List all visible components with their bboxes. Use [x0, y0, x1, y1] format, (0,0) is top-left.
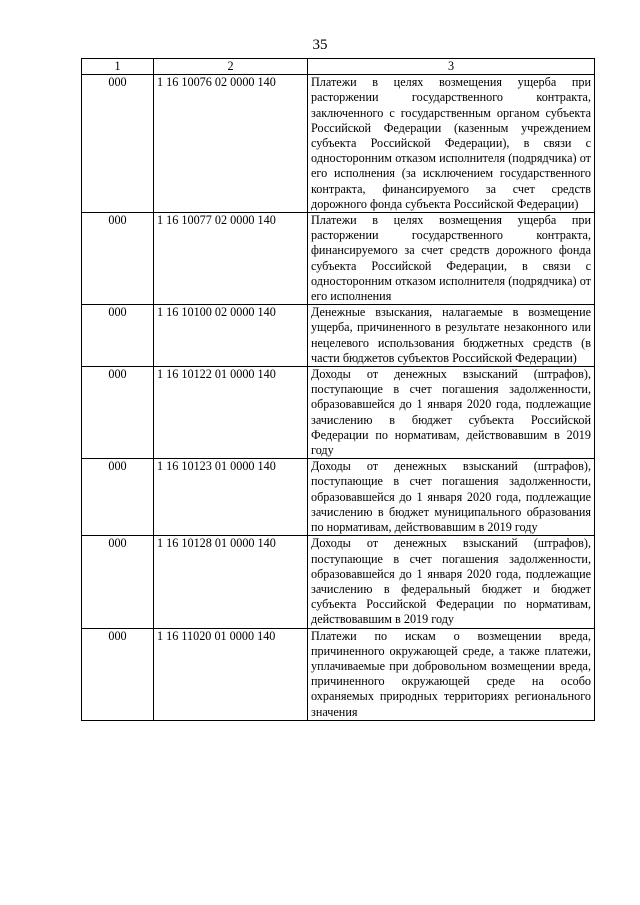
admin-code-cell: 000 [82, 305, 154, 367]
revenue-name-cell: Денежные взыскания, налагаемые в возмещение ущерба, причиненного в результате незаконного или нецелевого использования бюджетных средств (в части бюджетов субъектов Российской Федерации) [308, 305, 595, 367]
column-header-3: 3 [308, 59, 595, 75]
admin-code-cell: 000 [82, 367, 154, 459]
table-row [82, 367, 595, 459]
admin-code-cell: 000 [82, 213, 154, 305]
revenue-name-cell: Доходы от денежных взысканий (штрафов), поступающие в счет погашения задолженности, образовавшейся до 1 января 2020 года, подлежащие зачислению в бюджет субъекта Российской Федерации по нормативам, действовавшим в 2019 году [308, 367, 595, 459]
revenue-name-cell: Доходы от денежных взысканий (штрафов), поступающие в счет погашения задолженности, образовавшейся до 1 января 2020 года, подлежащие зачислению в федеральный бюджет и бюджет субъекта Российской Федерации по нормативам, действовавшим в 2019 году [308, 536, 595, 628]
revenue-codes-table [81, 58, 595, 721]
admin-code-cell: 000 [82, 628, 154, 720]
budget-code-cell: 1 16 10077 02 0000 140 [154, 213, 308, 305]
column-header-2: 2 [154, 59, 308, 75]
budget-code-cell: 1 16 10076 02 0000 140 [154, 75, 308, 213]
table-row [82, 305, 595, 367]
budget-code-cell: 1 16 10123 01 0000 140 [154, 459, 308, 536]
admin-code-cell: 000 [82, 459, 154, 536]
revenue-name-cell: Платежи в целях возмещения ущерба при расторжении государственного контракта, заключенного с государственным органом субъекта Российской Федерации (казенным учреждением субъекта Российской Федерации), в связи с односторонним отказом исполнителя (подрядчика) от его исполнения (за исключением государственного контракта, финансируемого за счет средств дорожного фонда субъекта Российской Федерации) [308, 75, 595, 213]
table-row [82, 628, 595, 720]
budget-code-cell: 1 16 10128 01 0000 140 [154, 536, 308, 628]
revenue-name-cell: Платежи в целях возмещения ущерба при расторжении государственного контракта, финансируемого за счет средств дорожного фонда субъекта Российской Федерации, в связи с односторонним отказом исполнителя (подрядчика) от его исполнения [308, 213, 595, 305]
table-row [82, 459, 595, 536]
page-number: 35 [312, 37, 328, 53]
table-row [82, 213, 595, 305]
revenue-name-cell: Доходы от денежных взысканий (штрафов), поступающие в счет погашения задолженности, образовавшейся до 1 января 2020 года, подлежащие зачислению в бюджет муниципального образования по нормативам, действовавшим в 2019 году [308, 459, 595, 536]
table-row [82, 75, 595, 213]
budget-code-cell: 1 16 11020 01 0000 140 [154, 628, 308, 720]
budget-code-cell: 1 16 10100 02 0000 140 [154, 305, 308, 367]
table-row [82, 536, 595, 628]
table-header-row [82, 59, 595, 75]
column-header-1: 1 [82, 59, 154, 75]
admin-code-cell: 000 [82, 75, 154, 213]
admin-code-cell: 000 [82, 536, 154, 628]
revenue-name-cell: Платежи по искам о возмещении вреда, причиненного окружающей среде, а также платежи, уплачиваемые при добровольном возмещении вреда, причиненного окружающей среде на особо охраняемых природных территориях регионального значения [308, 628, 595, 720]
budget-code-cell: 1 16 10122 01 0000 140 [154, 367, 308, 459]
